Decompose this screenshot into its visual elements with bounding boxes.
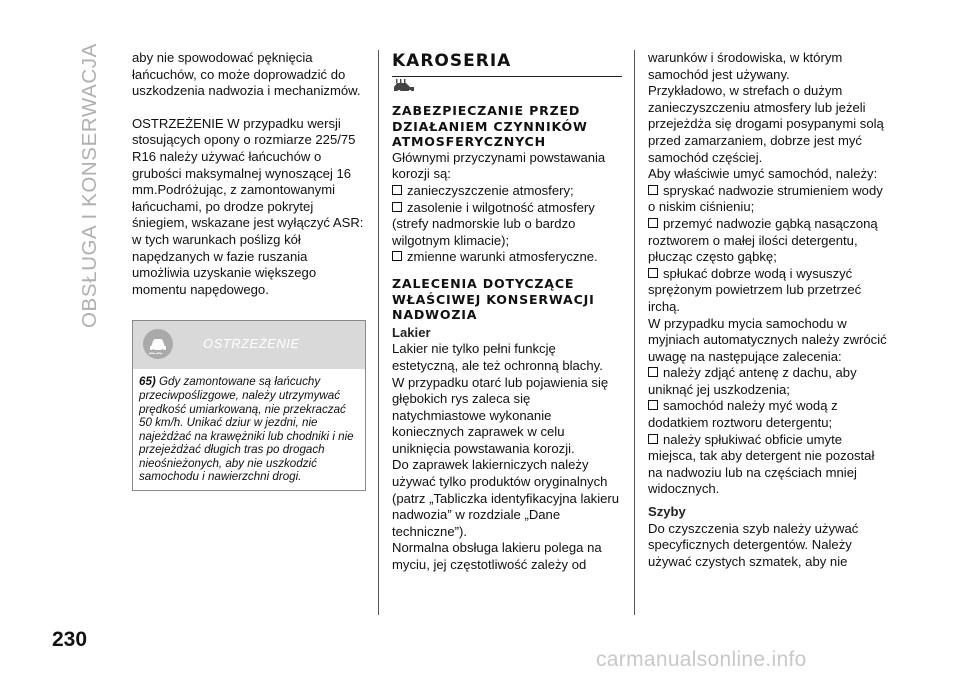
- bullet-square-icon: [648, 268, 658, 278]
- paragraph: W przypadku mycia samochodu w myjniach automatycznych należy zwrócić uwagę na następujące zalecenia:: [648, 315, 887, 364]
- warning-text: [133, 369, 365, 490]
- warning-label: OSTRZEŻENIE: [203, 336, 300, 352]
- list-item: zanieczyszczenie atmosfery;: [392, 183, 622, 200]
- section-side-title: OBSŁUGA I KONSERWACJA: [78, 43, 101, 328]
- section-heading: ZABEZPIECZANIE PRZED DZIAŁANIEM CZYNNIKÓW ATMOSFERYCZNYCH: [392, 103, 588, 150]
- list-item: zasolenie i wilgotność atmosfery (strefy nadmorskie lub o bardzo wilgotnym klimacie);: [392, 199, 595, 248]
- warning-body: Gdy zamontowane są łańcuchy przeciwpoślizgowe, należy utrzymywać prędkość umiarkowaną, nie przekraczać 50 km/h. Unikać dziur w jezdni, nie najeżdżać na krawężniki lub chodniki i nie przejeżdżać długich tras po drogach nieośnieżonych, aby nie uszkodzić samochodu i nawierzchni drogi.: [139, 375, 354, 484]
- bullet-square-icon: [392, 251, 402, 261]
- list-item: należy spłukiwać obficie umyte miejsca, tak aby detergent nie pozostał na nadwoziu lub na częściach mniej widocznych.: [648, 431, 875, 497]
- list-item: przemyć nadwozie gąbką nasączoną roztworem o małej ilości detergentu, płucząc często gąbkę;: [648, 215, 878, 265]
- list-item: samochód należy myć wodą z dodatkiem roztworu detergentu;: [648, 398, 838, 431]
- warning-number: 65): [139, 375, 156, 389]
- paragraph: W przypadku otarć lub pojawienia się głębokich rys zaleca się natychmiastowe wykonanie koniecznych zaprawek w celu uniknięcia powstawania korozji.: [392, 374, 609, 456]
- car-wash-icon: [392, 79, 622, 93]
- bullet-square-icon: [648, 185, 658, 195]
- bullet-list: [648, 365, 888, 498]
- paragraph: Do zaprawek lakierniczych należy używać tylko produktów oryginalnych (patrz „Tabliczka identyfikacyjna lakieru nadwozia” w rozdziale „Dane techniczne”).: [392, 457, 620, 539]
- warning-header: [133, 321, 365, 369]
- paragraph: aby nie spowodować pęknięcia łańcuchów, co może doprowadzić do uszkodzenia nadwozia i mechanizmów.: [132, 50, 361, 99]
- list-item: zmienne warunki atmosferyczne.: [392, 249, 622, 266]
- paragraph: Przykładowo, w strefach o dużym zanieczyszczeniu atmosfery lub jeżeli przejeżdża się drogami posypanymi solą przed zamarzaniem, dobrze jest myć samochód częściej.: [648, 83, 884, 165]
- bullet-square-icon: [648, 434, 658, 444]
- subheading-lakier: Lakier: [392, 324, 431, 340]
- list-item: spłukać dobrze wodą i wysuszyć sprężonym powietrzem lub przetrzeć irchą.: [648, 265, 862, 314]
- bullet-square-icon: [392, 202, 402, 212]
- paragraph: Aby właściwie umyć samochód, należy:: [648, 166, 878, 182]
- paragraph: Lakier nie tylko pełni funkcję estetyczną, ale też ochronną blachy.: [392, 341, 603, 373]
- column-divider-1: [378, 50, 379, 615]
- paragraph: Głównymi przyczynami powstawania korozji są:: [392, 149, 606, 182]
- bullet-square-icon: [648, 400, 658, 410]
- column-divider-2: [634, 50, 635, 615]
- title-rule: [392, 76, 622, 77]
- page-number: 230: [52, 628, 88, 651]
- column-right: [648, 50, 888, 570]
- chapter-title: KAROSERIA: [392, 51, 512, 71]
- subheading-szyby: Szyby: [648, 504, 686, 520]
- bullet-square-icon: [648, 218, 658, 228]
- car-skid-warning-icon: [143, 329, 173, 359]
- bullet-square-icon: [648, 367, 658, 377]
- paragraph: Do czyszczenia szyb należy używać specyficznych detergentów. Należy używać czystych szmatek, aby nie: [648, 520, 859, 569]
- bullet-square-icon: [392, 185, 402, 195]
- column-left: [132, 50, 364, 491]
- column-middle: [392, 50, 622, 574]
- paragraph: warunków i środowiska, w którym samochód jest używany.: [648, 50, 843, 82]
- warning-box: [132, 320, 366, 491]
- bullet-list: [648, 183, 888, 316]
- watermark: carmanualsonline.info: [596, 648, 807, 671]
- paragraph: Normalna obsługa lakieru polega na myciu, jej częstotliwość zależy od: [392, 540, 602, 573]
- section-heading: ZALECENIA DOTYCZĄCE WŁAŚCIWEJ KONSERWACJI NADWOZIA: [392, 275, 595, 323]
- paragraph: OSTRZEŻENIE W przypadku wersji stosujących opony o rozmiarze 225/75 R16 należy używać łańcuchów o grubości maksymalnej wynoszącej 16 mm.Podróżując, z zamontowanymi łańcuchami, po drodze pokrytej śniegiem, wskazane jest wyłączyć ASR: w tych warunkach poślizg kół napędzanych w fazie ruszania umożliwia uzyskanie większego momentu napędowego.: [132, 115, 364, 297]
- list-item: należy zdjąć antenę z dachu, aby uniknąć jej uszkodzenia;: [648, 365, 857, 397]
- bullet-list: [392, 183, 622, 266]
- list-item: spryskać nadwozie strumieniem wody o niskim ciśnieniu;: [648, 182, 883, 215]
